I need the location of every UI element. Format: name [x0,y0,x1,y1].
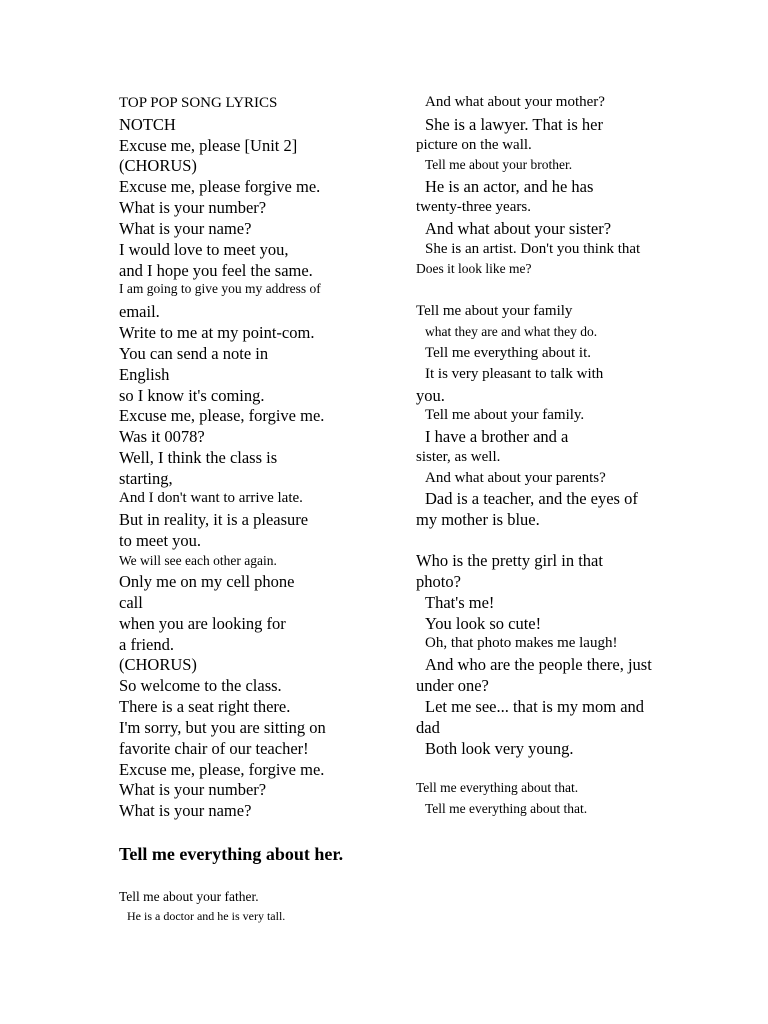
lyrics-line: email. [119,302,160,321]
dialog-line: That's me! [425,593,495,612]
lyrics-line: What is your name? [119,219,252,238]
lyrics-line: You can send a note in [119,344,269,363]
lyrics-line: when you are looking for [119,614,286,633]
lyrics-line: And I don't want to arrive late. [119,490,303,506]
dialog-line: And what about your sister? [425,219,612,238]
lyrics-line: Only me on my cell phone [119,572,295,591]
lyrics-title-line: TOP POP SONG LYRICS [119,95,278,111]
dialog-line: Tell me about your father. [119,889,259,904]
dialog-line: Tell me everything about that. [425,801,588,816]
lyrics-line: and I hope you feel the same. [119,261,313,280]
dialog-line: She is a lawyer. That is her [425,115,603,134]
dialog-line: And what about your parents? [425,470,606,486]
lyrics-line: But in reality, it is a pleasure [119,510,309,529]
dialog-line: my mother is blue. [416,510,540,529]
dialog-line: Tell me about your brother. [425,157,573,172]
lyrics-line: I would love to meet you, [119,240,289,259]
lyrics-line: (CHORUS) [119,655,197,674]
lyrics-line: English [119,365,170,384]
dialog-line: He is a doctor and he is very tall. [127,909,286,923]
dialog-line: Who is the pretty girl in that [416,551,603,570]
dialog-line: It is very pleasant to talk with [425,366,604,382]
lyrics-line: There is a seat right there. [119,697,291,716]
lyrics-line: Was it 0078? [119,427,205,446]
dialog-line: Let me see... that is my mom and [425,697,645,716]
dialog-line: He is an actor, and he has [425,177,594,196]
dialog-line: twenty-three years. [416,199,531,215]
lyrics-line: Excuse me, please, forgive me. [119,406,325,425]
dialog-line: you. [416,386,445,405]
lyrics-line: (CHORUS) [119,156,197,175]
lyrics-line: to meet you. [119,531,202,550]
lyrics-line: favorite chair of our teacher! [119,739,309,758]
lyrics-line: Excuse me, please [Unit 2] [119,136,298,155]
lyrics-line: What is your number? [119,780,267,799]
lyrics-line: Write to me at my point-com. [119,323,315,342]
lyrics-line: So welcome to the class. [119,676,282,695]
dialog-line: picture on the wall. [416,137,532,153]
dialog-line: Tell me everything about that. [416,780,579,795]
lyrics-line: I'm sorry, but you are sitting on [119,718,326,737]
lyrics-line: starting, [119,469,173,488]
dialog-line: Tell me about your family. [425,407,585,423]
lyrics-line: call [119,593,143,612]
dialog-line: sister, as well. [416,449,501,465]
lyrics-line: NOTCH [119,115,176,134]
dialog-line: And who are the people there, just [425,655,652,674]
dialog-line: under one? [416,676,489,695]
dialog-line: She is an artist. Don't you think that [425,241,641,257]
dialog-line: And what about your mother? [425,94,605,110]
lyrics-line: a friend. [119,635,174,654]
lyrics-line: Excuse me, please forgive me. [119,177,321,196]
section-heading: Tell me everything about her. [119,844,344,864]
lyrics-line: Well, I think the class is [119,448,278,467]
lyrics-line: Excuse me, please, forgive me. [119,760,325,779]
dialog-line: Both look very young. [425,739,574,758]
dialog-line: Tell me everything about it. [425,345,591,361]
dialog-line: what they are and what they do. [425,324,598,339]
lyrics-line: We will see each other again. [119,553,277,568]
lyrics-line: so I know it's coming. [119,386,265,405]
dialog-line: Does it look like me? [416,261,532,276]
lyrics-line: What is your number? [119,198,267,217]
dialog-line: You look so cute! [425,614,542,633]
dialog-line: Dad is a teacher, and the eyes of [425,489,638,508]
dialog-line: I have a brother and a [425,427,569,446]
dialog-line: dad [416,718,440,737]
dialog-line: photo? [416,572,461,591]
dialog-line: Tell me about your family [416,303,573,319]
lyrics-line: I am going to give you my address of [119,281,321,296]
dialog-line: Oh, that photo makes me laugh! [425,635,618,651]
lyrics-line: What is your name? [119,801,252,820]
